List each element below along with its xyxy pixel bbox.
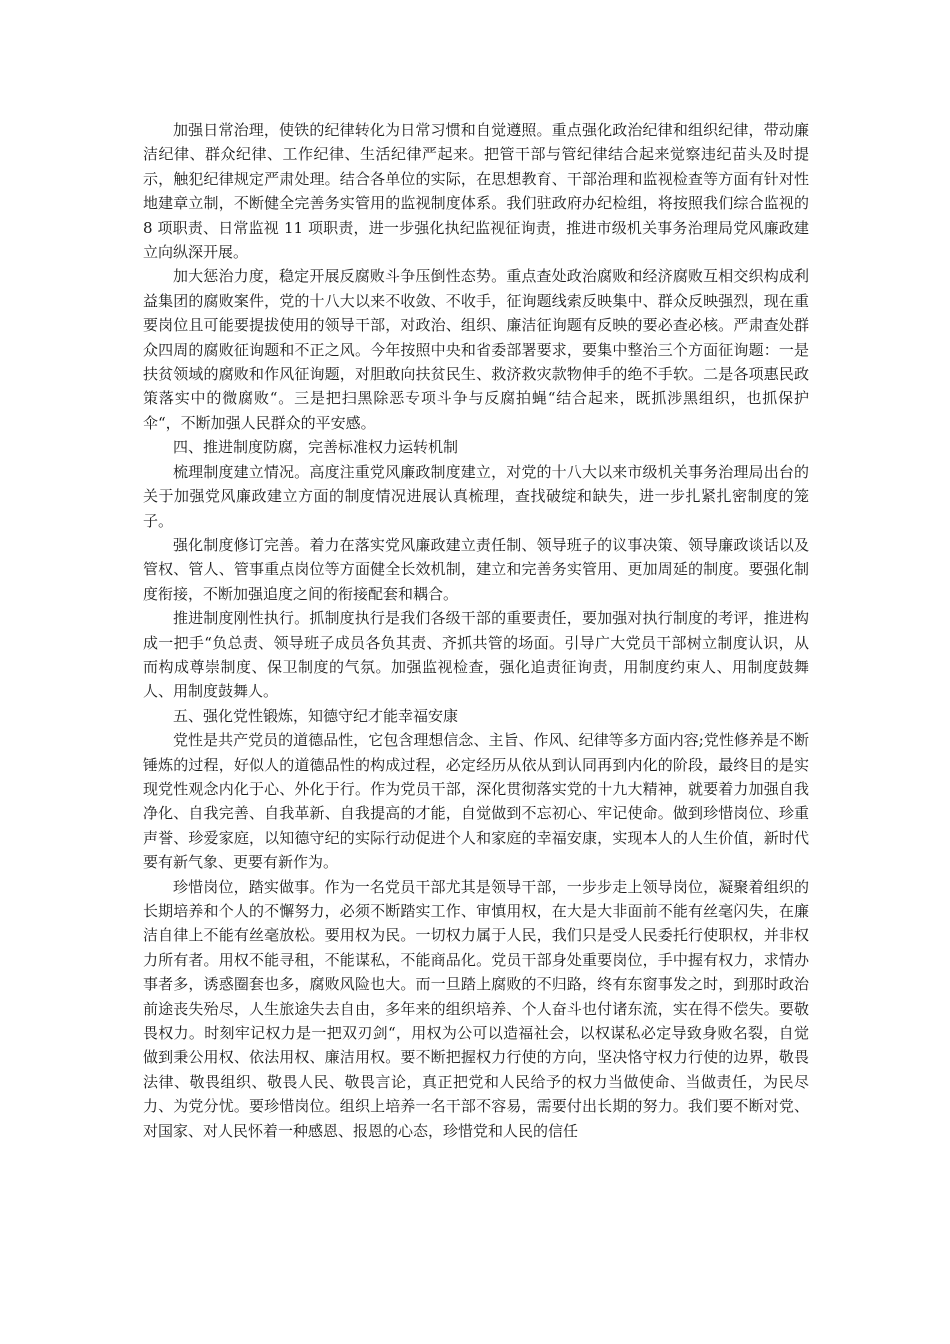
paragraph-system-execution: 推进制度刚性执行。抓制度执行是我们各级干部的重要责任，要加强对执行制度的考评，推进构成一把手“负总责、领导班子成员各负其责、齐抓共管的场面。引导广大党员干部树立制度认识，从而构成尊崇制度、保卫制度的气氛。加强监视检查，强化追责征询责，用制度约束人、用制度鼓舞人、用制度鼓舞人。 bbox=[143, 609, 809, 701]
paragraph-punishment: 加大惩治力度，稳定开展反腐败斗争压倒性态势。重点查处政治腐败和经济腐败互相交织构成利益集团的腐败案件，党的十八大以来不收敛、不收手，征询题线索反映集中、群众反映强烈，现在重要岗位且可能要提拔使用的领导干部，对政治、组织、廉洁征询题有反映的要必查必核。严肃查处群众四周的腐败征询题和不正之风。今年按照中央和省委部署要求，要集中整治三个方面征询题：一是扶贫领域的腐败和作风征询题，对胆敢向扶贫民生、救济救灾款物伸手的绝不手软。二是各项惠民政策落实中的微腐败“。三是把扫黑除恶专项斗争与反腐拍蝇“结合起来，既抓涉黑组织，也抓保护伞“，不断加强人民群众的平安感。 bbox=[143, 267, 809, 432]
document-body bbox=[143, 118, 809, 1143]
paragraph-discipline: 加强日常治理，使铁的纪律转化为日常习惯和自觉遵照。重点强化政治纪律和组织纪律，带动廉洁纪律、群众纪律、工作纪律、生活纪律严起来。把管干部与管纪律结合起来觉察违纪苗头及时提示，触犯纪律规定严肃处理。结合各单位的实际，在思想教育、干部治理和监视检查等方面有针对性地建章立制，不断健全完善务实管用的监视制度体系。我们驻政府办纪检组，将按照我们综合监视的 8 项职责、日常监视 11 项职责，进一步强化执纪监视征询责，推进市级机关事务治理局党风廉政建立向纵深开展。 bbox=[143, 121, 809, 262]
section-heading-4: 四、推进制度防腐，完善标准权力运转机制 bbox=[173, 438, 459, 457]
section-heading-5: 五、强化党性锻炼，知德守纪才能幸福安康 bbox=[173, 706, 459, 725]
paragraph-cherish-post: 珍惜岗位，踏实做事。作为一名党员干部尤其是领导干部，一步步走上领导岗位，凝聚着组织的长期培养和个人的不懈努力，必须不断踏实工作、审慎用权，在大是大非面前不能有丝毫闪失，在廉洁自律上不能有丝毫放松。要用权为民。一切权力属于人民，我们只是受人民委托行使职权，并非权力所有者。用权不能寻租，不能谋私，不能商品化。党员干部身处重要岗位，手中握有权力，求情办事者多，诱惑圈套也多，腐败风险也大。而一旦踏上腐败的不归路，终有东窗事发之时，到那时政治前途丧失殆尽，人生旅途失去自由，多年来的组织培养、个人奋斗也付诸东流，实在得不偿失。要敬畏权力。时刻牢记权力是一把双刃剑“，用权为公可以造福社会，以权谋私必定导致身败名裂，自觉做到秉公用权、依法用权、廉洁用权。要不断把握权力行使的方向，坚决恪守权力行使的边界，敬畏法律、敬畏组织、敬畏人民、敬畏言论，真正把党和人民给予的权力当做使命、当做责任，为民尽力、为党分忧。要珍惜岗位。组织上培养一名干部不容易，需要付出长期的努力。我们要不断对党、对国家、对人民怀着一种感恩、报恩的心态，珍惜党和人民的信任 bbox=[143, 877, 809, 1140]
paragraph-party-spirit: 党性是共产党员的道德品性，它包含理想信念、主旨、作风、纪律等多方面内容;党性修养是不断锤炼的过程，好似人的道德品性的构成过程，必定经历从依从到认同再到内化的阶段，最终目的是实现党性观念内化于心、外化于行。作为党员干部，深化贯彻落实党的十九大精神，就要着力加强自我净化、自我完善、自我革新、自我提高的才能，自觉做到不忘初心、牢记使命。做到珍惜岗位、珍重声誉、珍爱家庭，以知德守纪的实际行动促进个人和家庭的幸福安康，实现本人的人生价值，新时代要有新气象、更要有新作为。 bbox=[143, 731, 809, 872]
paragraph-system-revision: 强化制度修订完善。着力在落实党风廉政建立责任制、领导班子的议事决策、领导廉政谈话以及管权、管人、管事重点岗位等方面健全长效机制，建立和完善务实管用、更加周延的制度。要强化制度衔接，不断加强追度之间的衔接配套和耦合。 bbox=[143, 535, 809, 603]
paragraph-system-review: 梳理制度建立情况。高度注重党风廉政制度建立，对党的十八大以来市级机关事务治理局出台的关于加强党风廉政建立方面的制度情况进展认真梳理，查找破绽和缺失，进一步扎紧扎密制度的笼子。 bbox=[143, 462, 809, 530]
